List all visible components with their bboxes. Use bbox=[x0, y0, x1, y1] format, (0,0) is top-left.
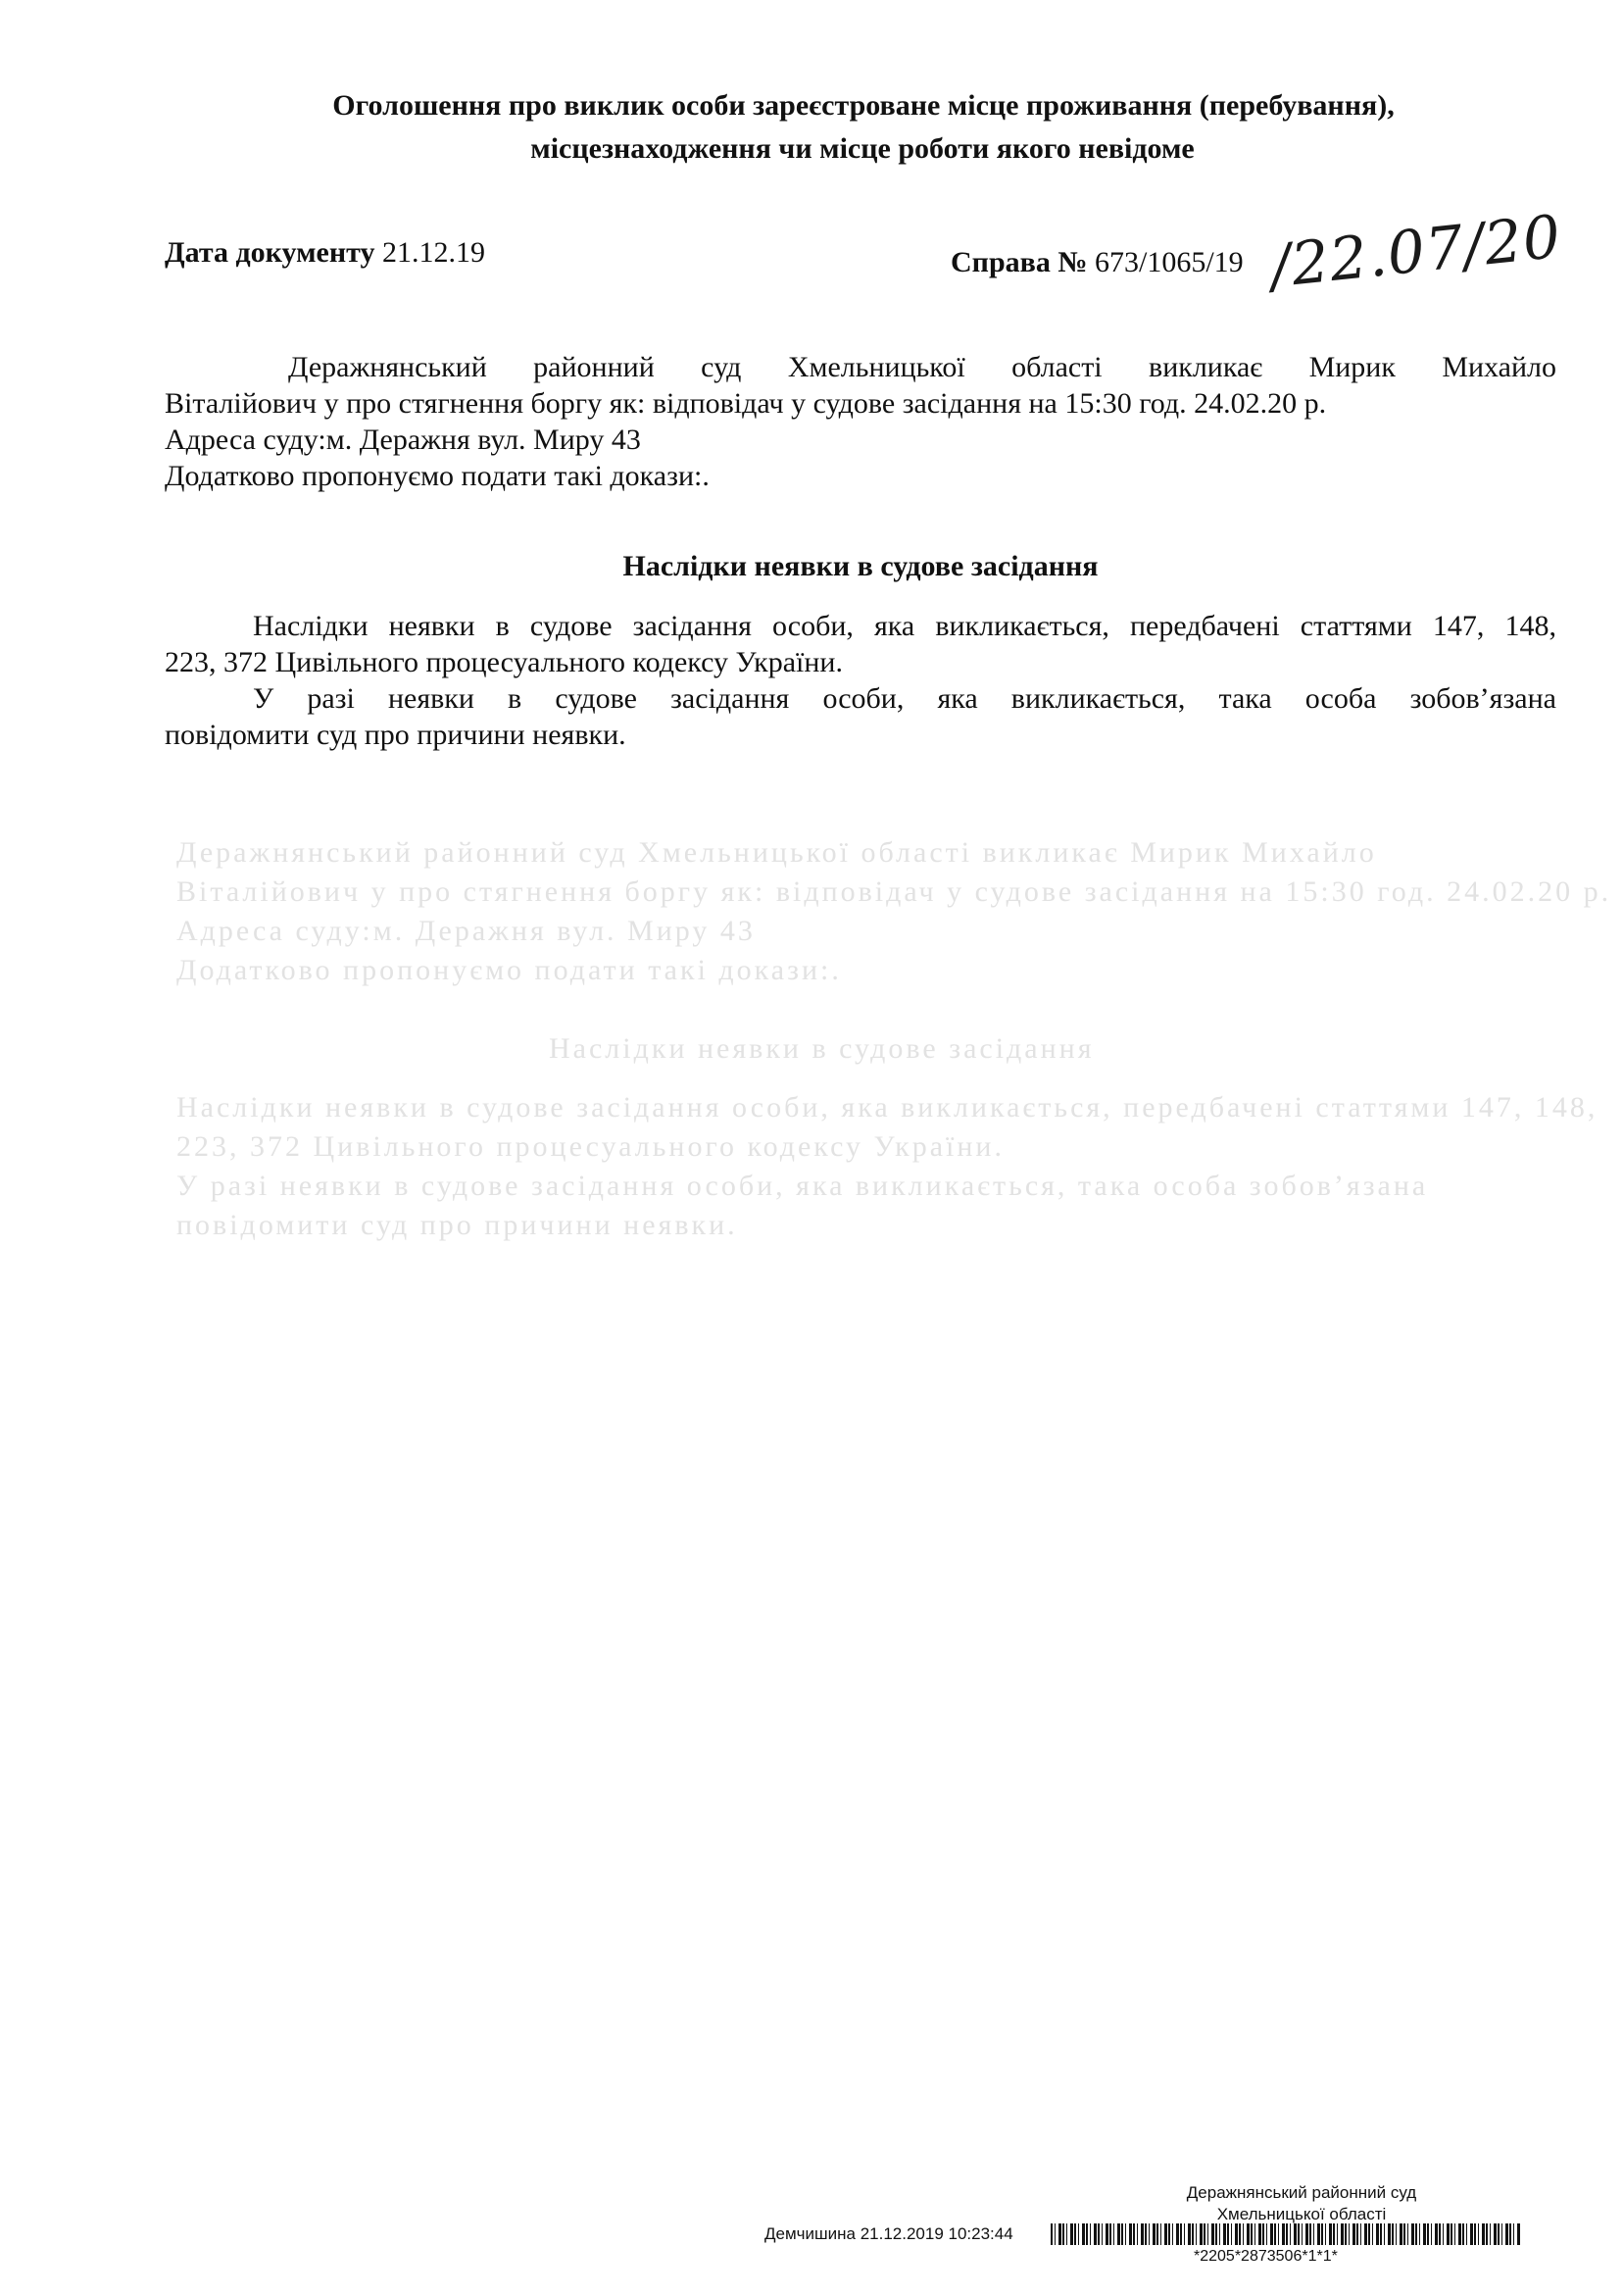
bleed-line: Додатково пропонуємо подати такі докази:. bbox=[176, 954, 842, 986]
summons-line-2: Віталійович у про стягнення боргу як: відповідач у судове засідання на 15:30 год. 24.02.20 р. bbox=[165, 387, 1327, 420]
bleed-line: Деражнянський районний суд Хмельницької області викликає Мирик Михайло bbox=[176, 836, 1377, 869]
case-number bbox=[951, 245, 1244, 280]
consequences-heading: Наслідки неявки в судове засідання bbox=[622, 550, 1099, 582]
consequences-p1-line-2: 223, 372 Цивільного процесуального кодексу України. bbox=[165, 646, 843, 678]
footer-registration-stamp: Демчишина 21.12.2019 10:23:44 bbox=[764, 2224, 1013, 2243]
consequences-p1-line-1: Наслідки неявки в судове засідання особи, яка викликається, передбачені статтями 147, 148, bbox=[253, 610, 1556, 642]
evidence-request: Додатково пропонуємо подати такі докази:. bbox=[165, 460, 710, 492]
summons-paragraph bbox=[165, 349, 1556, 494]
case-label: Справа № bbox=[951, 246, 1088, 278]
bleed-line: повідомити суд про причини неявки. bbox=[176, 1209, 738, 1241]
date-value: 21.12.19 bbox=[381, 236, 485, 269]
bleed-line: Віталійович у про стягнення боргу як: відповідач у судове засідання на 15:30 год. 24.02.20 р. bbox=[176, 875, 1612, 908]
court-address: Адреса суду:м. Деражня вул. Миру 43 bbox=[165, 424, 641, 456]
summons-line-1: Деражнянський районний суд Хмельницької області викликає Мирик Михайло bbox=[288, 351, 1556, 383]
bleed-through-shadow bbox=[176, 833, 1612, 1245]
consequences-p2-line-2: повідомити суд про причини неявки. bbox=[165, 719, 626, 751]
document-date bbox=[165, 235, 485, 271]
footer-court-name: Деражнянський районний суд Хмельницької області bbox=[1186, 2183, 1417, 2223]
bleed-line: 223, 372 Цивільного процесуального кодексу України. bbox=[176, 1130, 1005, 1163]
bleed-line: Наслідки неявки в судове засідання bbox=[549, 1032, 1095, 1065]
bleed-line: Адреса суду:м. Деражня вул. Миру 43 bbox=[176, 915, 756, 947]
barcode-number: *2205*2873506*1*1* bbox=[1194, 2248, 1338, 2265]
date-label: Дата документу bbox=[165, 236, 375, 269]
bleed-line: У разі неявки в судове засідання особи, яка викликається, така особа зобов’язана bbox=[176, 1170, 1429, 1202]
bleed-line: Наслідки неявки в судове засідання особи, яка викликається, передбачені статтями 147, 148, bbox=[176, 1091, 1598, 1123]
title-line-1: Оголошення про виклик особи зареєстроване місце проживання (перебування), bbox=[332, 89, 1395, 122]
barcode-icon bbox=[1051, 2223, 1521, 2245]
case-value: 673/1065/19 bbox=[1094, 246, 1244, 278]
consequences-text bbox=[165, 608, 1556, 753]
title-line-2: місцезнаходження чи місце роботи якого невідоме bbox=[530, 132, 1195, 165]
handwritten-note: /22.07/20 bbox=[1267, 202, 1565, 302]
document-title bbox=[235, 84, 1490, 170]
consequences-p2-line-1: У разі неявки в судове засідання особи, яка викликається, така особа зобов’язана bbox=[253, 682, 1556, 715]
